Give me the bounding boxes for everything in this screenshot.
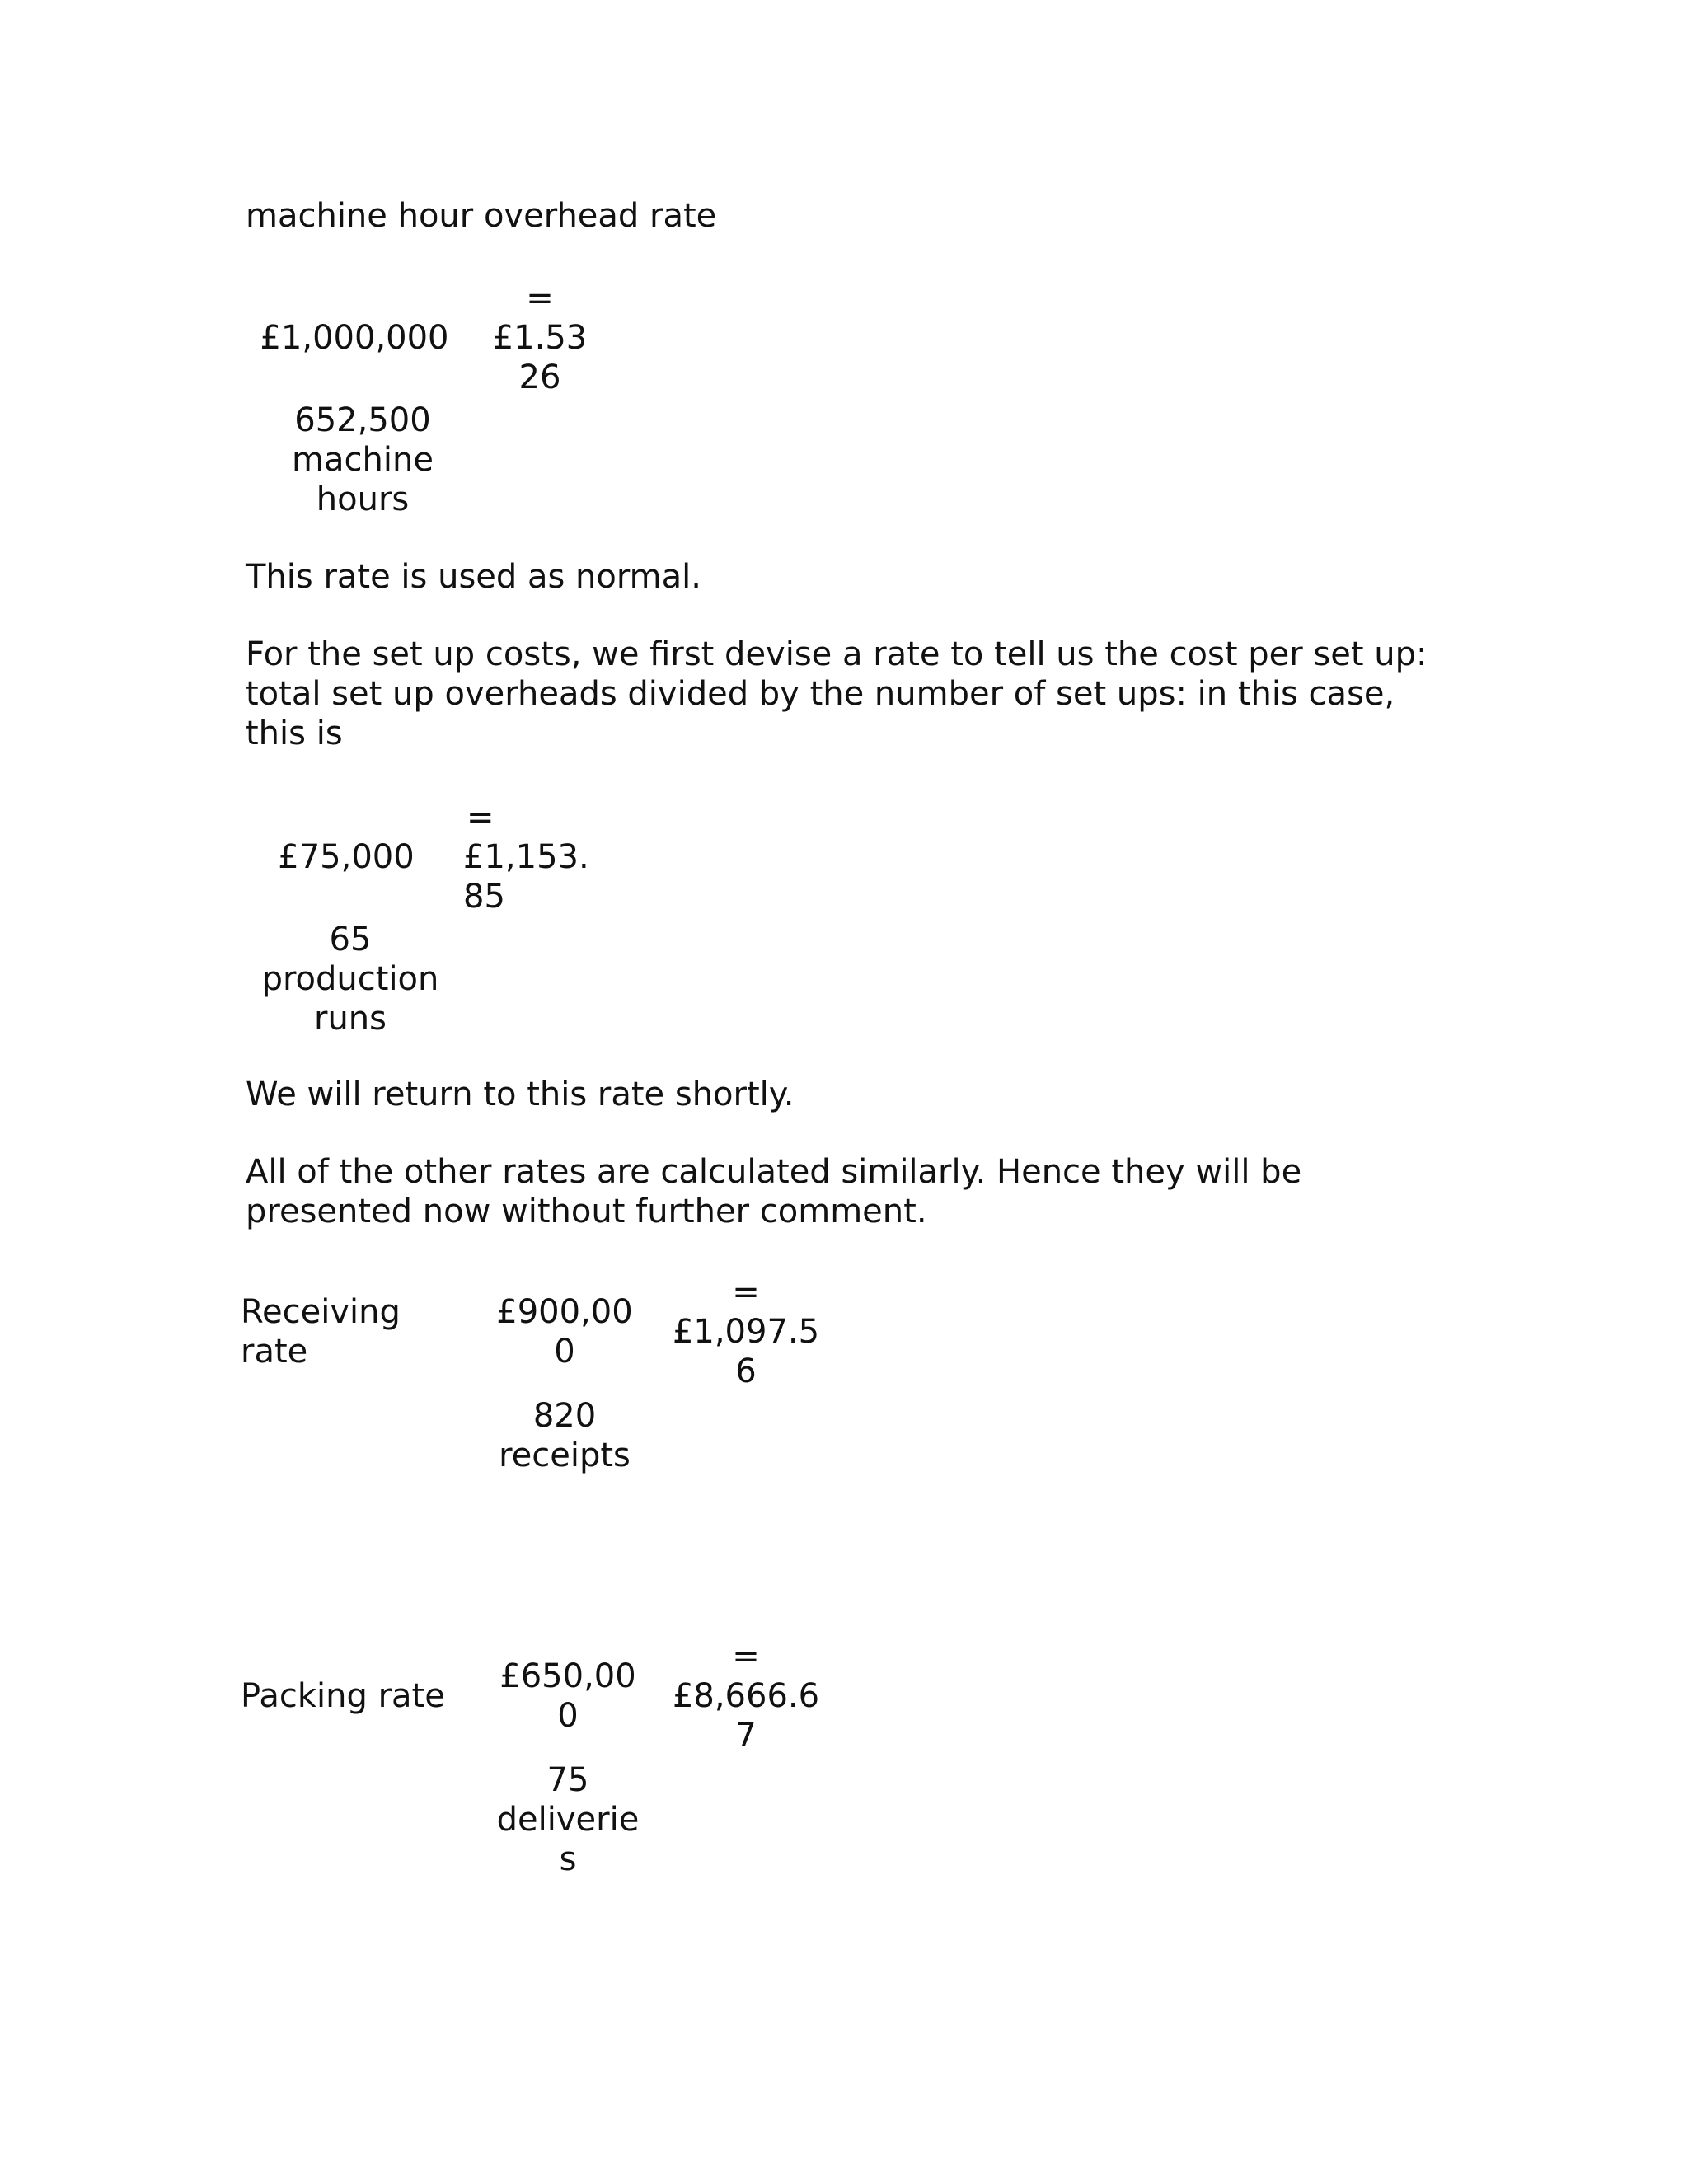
receiving-equals-sign: = [732,1273,760,1311]
paragraph-others: All of the other rates are calculated similarly. Hence they will be presented now without further comment. [246,1153,1302,1230]
equals-sign: = [526,279,554,317]
packing-denominator-line-1: 75 [546,1761,589,1799]
denominator-line-2: production [261,960,439,998]
denominator-line-1: 65 [329,921,372,958]
receiving-numerator-line-1: £900,00 [496,1293,633,1331]
result-line-1: £1,153. [463,838,589,876]
packing-denominator-line-2: deliverie [496,1801,640,1839]
equals-sign: = [467,799,495,837]
paragraph-normal: This rate is used as normal. [246,558,701,596]
packing-label: Packing rate [241,1677,445,1715]
denominator-line-3: hours [316,480,410,518]
denominator-line-3: runs [314,1000,387,1038]
receiving-result-line-1: £1,097.5 [672,1313,820,1351]
result-line-1: £1.53 [492,319,588,357]
receiving-denominator-line-2: receipts [499,1436,631,1474]
receiving-label-line-2: rate [241,1333,308,1371]
receiving-denominator-line-1: 820 [532,1397,597,1435]
numerator: £75,000 [278,838,415,876]
receiving-numerator-line-2: 0 [554,1333,575,1371]
packing-equals-sign: = [732,1638,760,1675]
packing-numerator-line-2: 0 [557,1697,579,1735]
receiving-label-line-1: Receiving [241,1293,401,1331]
denominator-line-2: machine [292,441,434,479]
paragraph-return: We will return to this rate shortly. [246,1076,795,1113]
paragraph-setup: For the set up costs, we first devise a rate to tell us the cost per set up: total set up overheads divided by the number of set ups: in this case, this is [246,635,1428,752]
denominator-line-1: 652,500 [294,401,431,439]
receiving-result-line-2: 6 [735,1352,757,1390]
packing-result-line-1: £8,666.6 [672,1677,820,1715]
packing-result-line-2: 7 [735,1717,757,1755]
result-line-2: 85 [463,878,505,916]
packing-denominator-line-3: s [559,1840,577,1878]
packing-numerator-line-1: £650,00 [499,1657,636,1695]
result-line-2: 26 [518,359,561,396]
numerator: £1,000,000 [260,319,449,357]
section-heading: machine hour overhead rate [246,197,717,235]
